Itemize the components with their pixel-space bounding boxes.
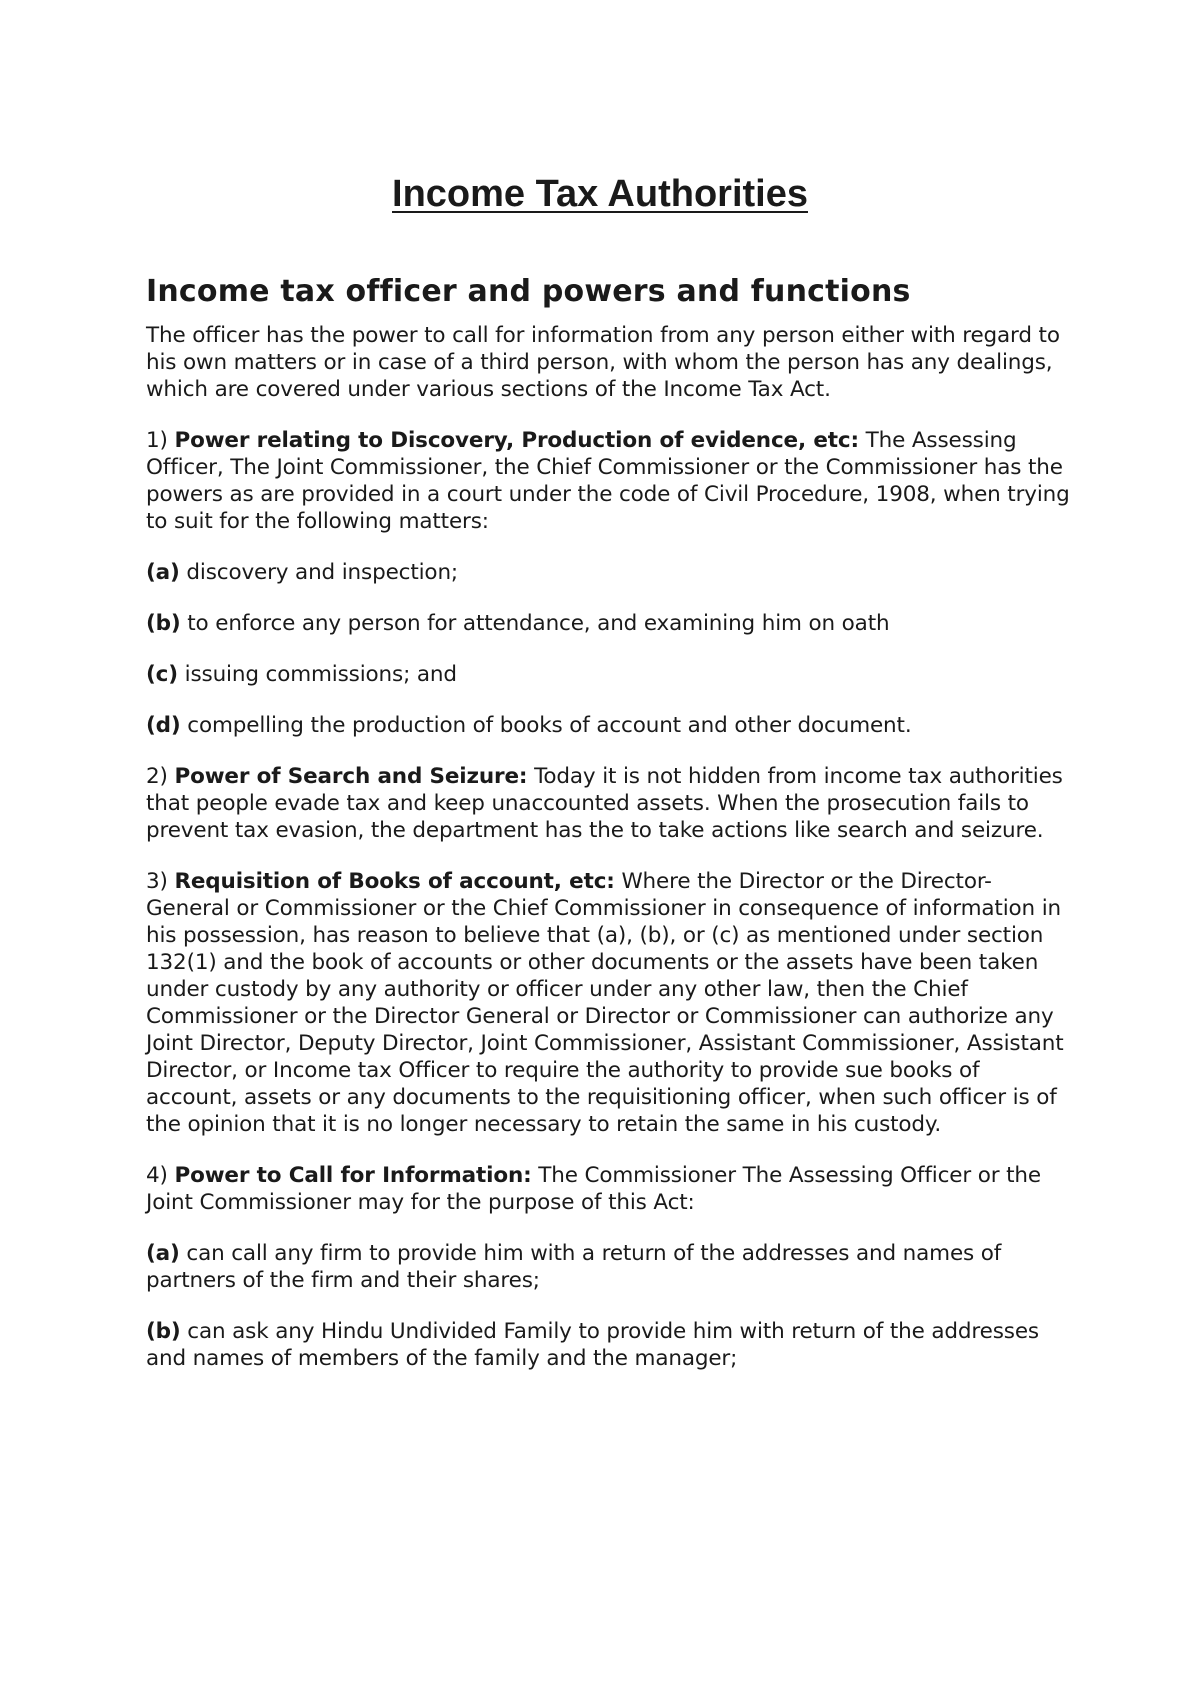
item-label: (c) [146, 662, 178, 687]
power-4-item-b [146, 1318, 1076, 1372]
power-3-paragraph [146, 868, 1076, 1138]
item-label: (b) [146, 1319, 181, 1344]
power-2-paragraph [146, 763, 1076, 844]
power-1-item-d [146, 712, 1076, 739]
power-3-text: Where the Director or the Director-General or Commissioner or the Chief Commissioner in consequence of information in his possession, has reason to believe that (a), (b), or (c) as mentioned under section 132(1) and the book of accounts or other documents or the assets have been taken under custody by any authority or officer under any other law, then the Chief Commissioner or the Director General or Director or Commissioner can authorize any Joint Director, Deputy Director, Joint Commissioner, Assistant Commissioner, Assistant Director, or Income tax Officer to require the authority to provide sue books of account, assets or any documents to the requisitioning officer, when such officer is of the opinion that it is no longer necessary to retain the same in his custody. [146, 869, 1064, 1137]
item-label: (b) [146, 611, 181, 636]
item-text: issuing commissions; and [184, 662, 457, 687]
document-title: Income Tax Authorities [392, 173, 808, 215]
item-label: (a) [146, 1241, 180, 1266]
item-text: can call any firm to provide him with a return of the addresses and names of partners of the firm and their shares; [146, 1241, 1002, 1293]
power-4-text: The Commissioner The Assessing Officer or the Joint Commissioner may for the purpose of this Act: [146, 1163, 1041, 1215]
power-1-item-a [146, 559, 1076, 586]
power-4-title: Power to Call for Information: [174, 1163, 532, 1188]
power-1-paragraph [146, 427, 1076, 535]
item-text: can ask any Hindu Undivided Family to provide him with return of the addresses and names of members of the family and the manager; [146, 1319, 1039, 1371]
item-text: compelling the production of books of account and other document. [187, 713, 912, 738]
power-1-item-b [146, 610, 1076, 637]
power-3-title: Requisition of Books of account, etc: [174, 869, 615, 894]
item-text: to enforce any person for attendance, and examining him on oath [187, 611, 890, 636]
power-1-number: 1) [146, 428, 168, 453]
power-4-item-a [146, 1240, 1076, 1294]
item-label: (d) [146, 713, 181, 738]
power-2-text: Today it is not hidden from income tax authorities that people evade tax and keep unaccounted assets. When the prosecution fails to prevent tax evasion, the department has the to take actions like search and seizure. [146, 764, 1063, 843]
power-4-number: 4) [146, 1163, 168, 1188]
document-body [146, 272, 1076, 1396]
power-3-number: 3) [146, 869, 168, 894]
intro-paragraph: The officer has the power to call for information from any person either with regard to his own matters or in case of a third person, with whom the person has any dealings, which are covered under various sections of the Income Tax Act. [146, 323, 1060, 402]
item-text: discovery and inspection; [186, 560, 459, 585]
power-4-paragraph [146, 1162, 1076, 1216]
item-label: (a) [146, 560, 180, 585]
power-2-number: 2) [146, 764, 168, 789]
power-1-text: The Assessing Officer, The Joint Commissioner, the Chief Commissioner or the Commissioner has the powers as are provided in a court under the code of Civil Procedure, 1908, when trying to suit for the following matters: [146, 428, 1070, 534]
power-2-title: Power of Search and Seizure: [174, 764, 528, 789]
section-heading: Income tax officer and powers and functions [146, 274, 911, 309]
power-1-item-c [146, 661, 1076, 688]
power-1-title: Power relating to Discovery, Production of evidence, etc: [174, 428, 859, 453]
